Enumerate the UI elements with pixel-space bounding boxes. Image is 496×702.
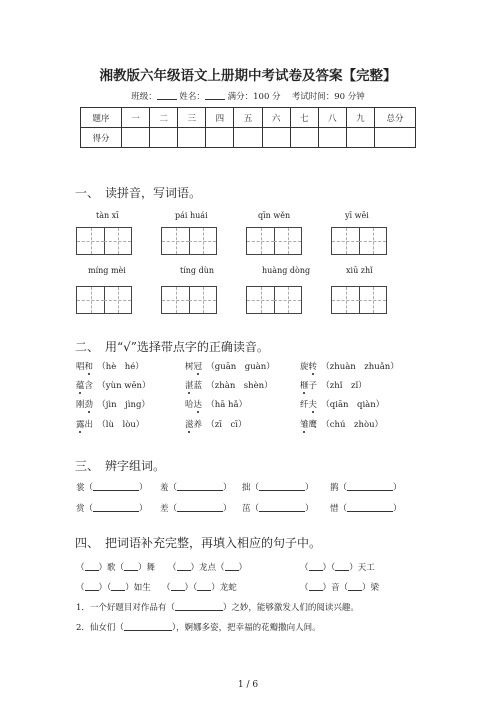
header-cell: 六 <box>262 108 290 128</box>
score-cell[interactable] <box>318 128 346 148</box>
name-label: 姓名： <box>179 92 205 102</box>
dotted-char: 劲 <box>84 400 94 410</box>
name-blank[interactable] <box>205 90 225 100</box>
word-item[interactable]: 拙（ ） <box>242 483 314 493</box>
full-score: 满分：100 分 <box>227 92 281 102</box>
writing-grid[interactable] <box>331 227 387 255</box>
reading-item[interactable]: 树冠 （guān guàn） <box>185 362 275 372</box>
reading-item[interactable]: 榧子 （zhǐ zǐ） <box>300 381 367 391</box>
header-cell: 八 <box>318 108 346 128</box>
class-blank[interactable] <box>157 90 177 100</box>
dotted-char: 湛 <box>185 381 194 391</box>
pinyin-label: qīn wěn <box>258 211 291 220</box>
header-cell: 题序 <box>81 108 122 128</box>
score-cell[interactable] <box>375 128 416 148</box>
score-cell[interactable] <box>346 128 374 148</box>
header-cell: 总分 <box>375 108 416 128</box>
dotted-char: 蕴 <box>76 381 85 391</box>
idiom-fill[interactable]: （ ）龙点（ ） <box>168 563 248 573</box>
score-cell[interactable] <box>206 128 234 148</box>
pinyin-label: tàn xī <box>96 211 119 220</box>
score-cell[interactable] <box>122 128 150 148</box>
reading-item[interactable]: 旋转 （zhuàn zhuǎn） <box>300 362 399 372</box>
writing-grid[interactable] <box>76 227 132 255</box>
reading-item[interactable]: 雏鹰 （chú zhòu） <box>300 420 384 430</box>
writing-grid[interactable] <box>246 227 302 255</box>
word-item[interactable]: 惜（ ） <box>330 504 402 514</box>
dotted-char: 露 <box>76 420 85 430</box>
writing-grid[interactable] <box>76 286 132 314</box>
score-row <box>81 128 416 148</box>
score-cell[interactable] <box>262 128 290 148</box>
writing-grid[interactable] <box>331 286 387 314</box>
section-1-heading: 一、 读拼音，写词语。 <box>75 186 202 200</box>
class-label: 班级： <box>131 92 157 102</box>
idiom-fill[interactable]: （ ）（ ）天工 <box>300 563 375 573</box>
word-item[interactable]: 赏（ ） <box>76 504 148 514</box>
reading-item[interactable]: 纤夫 （qiān qiàn） <box>300 400 385 410</box>
header-cell: 一 <box>122 108 150 128</box>
score-row-label: 得分 <box>81 128 122 148</box>
dotted-char: 达 <box>193 400 203 410</box>
dotted-char: 夫 <box>308 400 318 410</box>
reading-item[interactable]: 滋养 （zī cī） <box>185 420 247 430</box>
section-2-heading: 二、 用“√”选择带点字的正确读音。 <box>75 340 269 354</box>
exam-time: 考试时间：90 分钟 <box>291 92 365 102</box>
writing-grid[interactable] <box>161 286 217 314</box>
score-cell[interactable] <box>150 128 178 148</box>
reading-item[interactable]: 刚劲 （jìn jìng） <box>76 400 150 410</box>
header-cell: 四 <box>206 108 234 128</box>
pinyin-label: míng mèi <box>88 266 126 275</box>
score-table <box>80 107 416 148</box>
header-cell: 七 <box>290 108 318 128</box>
dotted-char: 雏 <box>300 420 309 430</box>
writing-grid[interactable] <box>246 286 302 314</box>
pinyin-label: tíng dùn <box>180 266 215 275</box>
idiom-fill[interactable]: （ ）音（ ）梁 <box>300 583 380 593</box>
dotted-char: 冠 <box>193 362 203 372</box>
pinyin-label: xiū zhǐ <box>346 266 373 275</box>
idiom-fill[interactable]: （ ）（ ）如生 <box>76 583 151 593</box>
score-header-row <box>81 108 416 128</box>
pinyin-label: pái huái <box>175 211 208 220</box>
header-cell: 五 <box>234 108 262 128</box>
page-title: 湘教版六年级语文上册期中考试卷及答案【完整】 <box>99 68 397 84</box>
score-cell[interactable] <box>234 128 262 148</box>
section-4-heading: 四、 把词语补充完整，再填入相应的句子中。 <box>75 536 322 550</box>
header-cell: 三 <box>178 108 206 128</box>
pinyin-label: yī wēi <box>345 211 369 220</box>
score-cell[interactable] <box>290 128 318 148</box>
reading-item[interactable]: 露出 （lù lòu） <box>76 420 145 430</box>
dotted-char: 转 <box>308 362 318 372</box>
reading-item[interactable]: 哈达 （hā hǎ） <box>185 400 248 410</box>
reading-item[interactable]: 蕴含 （yùn wēn） <box>76 381 151 391</box>
pinyin-label: huàng dòng <box>262 266 311 275</box>
word-item[interactable]: 差（ ） <box>160 504 232 514</box>
word-item[interactable]: 鹊（ ） <box>330 483 402 493</box>
word-item[interactable]: 羞（ ） <box>160 483 232 493</box>
page-number: 1 / 6 <box>237 680 259 690</box>
header-cell: 二 <box>150 108 178 128</box>
score-cell[interactable] <box>178 128 206 148</box>
word-item[interactable]: 裳（ ） <box>76 483 148 493</box>
sentence-1[interactable]: 1．一个好题目对作品有（ ）之妙，能够激发人们的阅读兴趣。 <box>76 603 359 613</box>
sentence-2[interactable]: 2．仙女们（ ），婀娜多姿，把幸福的花瓣撒向人间。 <box>76 623 321 633</box>
reading-item[interactable]: 唱和 （hè hé） <box>76 362 144 372</box>
header-cell: 九 <box>346 108 374 128</box>
exam-info <box>0 90 496 102</box>
idiom-fill[interactable]: （ ）歌（ ）舞 <box>76 563 156 573</box>
word-item[interactable]: 茁（ ） <box>242 504 314 514</box>
reading-item[interactable]: 湛蓝 （zhàn shèn） <box>185 381 273 391</box>
section-3-heading: 三、 辨字组词。 <box>75 459 166 473</box>
dotted-char: 滋 <box>185 420 194 430</box>
dotted-char: 榧 <box>300 381 309 391</box>
dotted-char: 和 <box>84 362 94 372</box>
writing-grid[interactable] <box>161 227 217 255</box>
idiom-fill[interactable]: （ ）（ ）龙蛇 <box>162 583 237 593</box>
